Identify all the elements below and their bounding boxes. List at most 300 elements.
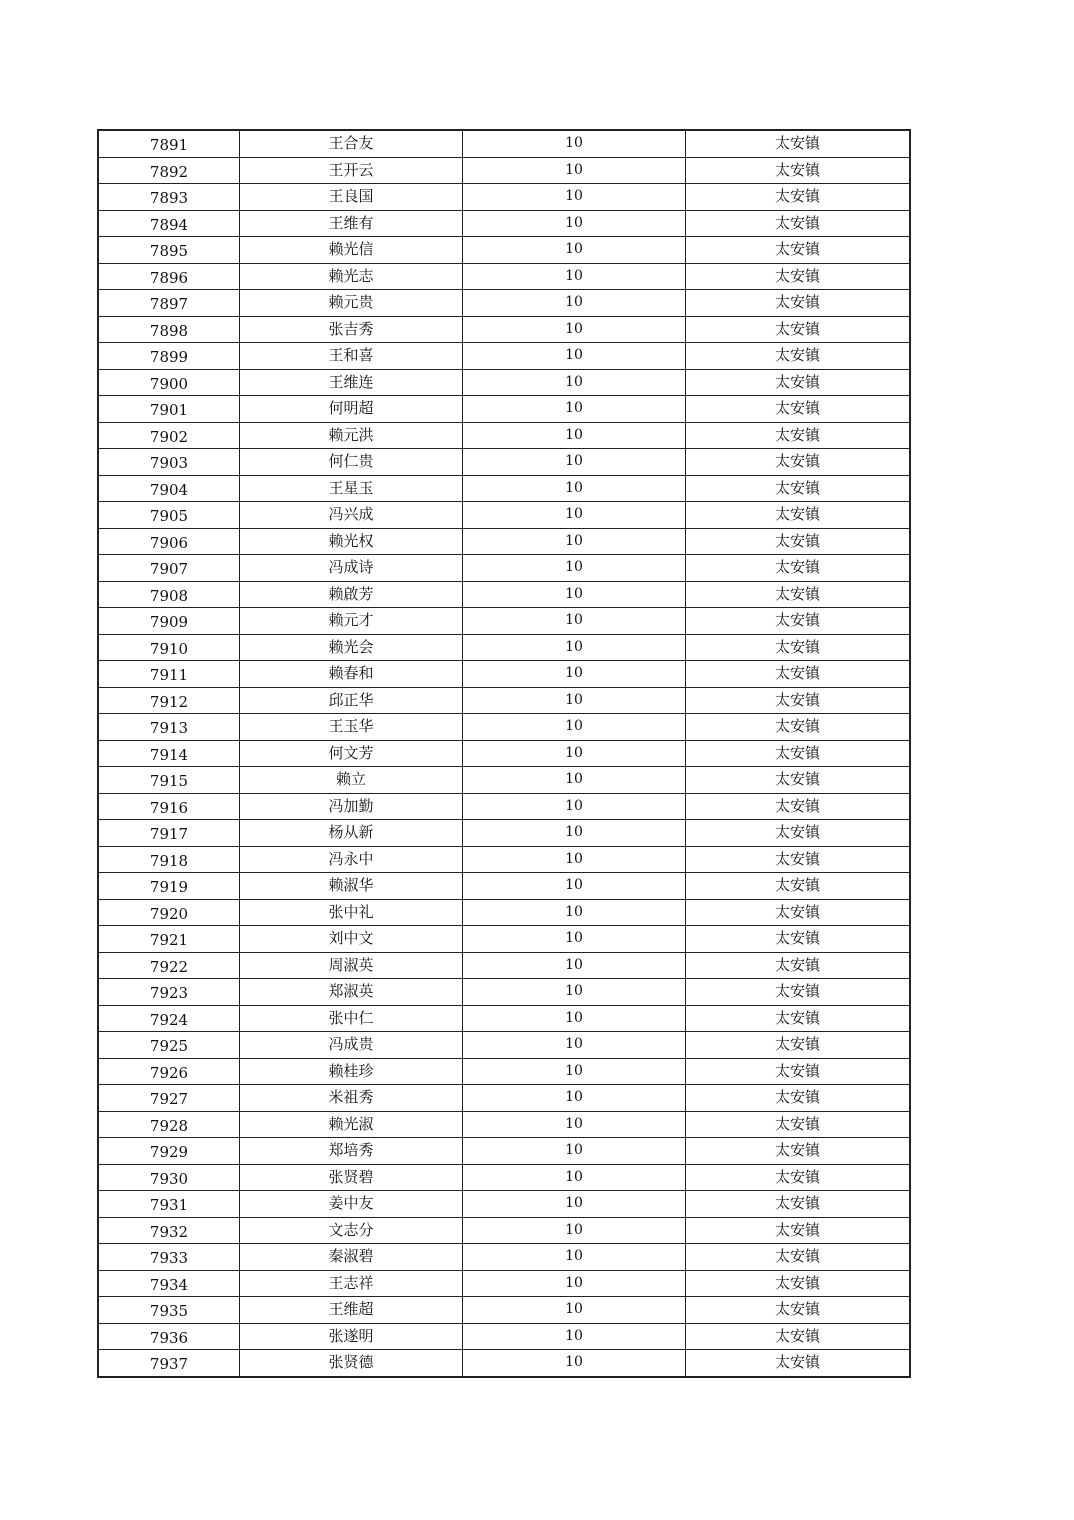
amount-cell-text: 10 [565,638,583,655]
table-row [98,608,910,635]
amount-cell [463,1350,686,1377]
row-number-cell-text: 7903 [149,454,189,473]
town-cell-text: 太安镇 [774,160,820,179]
table-row [98,555,910,582]
row-number-cell [98,263,240,290]
town-cell-text: 太安镇 [774,637,820,656]
amount-cell [463,1191,686,1218]
amount-cell-text: 10 [565,1354,583,1371]
table-row [98,634,910,661]
town-cell [686,369,911,396]
row-number-cell [98,343,240,370]
amount-cell-text: 10 [565,506,583,523]
name-cell-text: 赖春和 [328,664,374,683]
name-cell [240,263,463,290]
town-cell [686,475,911,502]
row-number-cell [98,555,240,582]
table-row [98,1350,910,1377]
name-cell [240,1323,463,1350]
table-row [98,1085,910,1112]
row-number-cell-text: 7905 [149,507,189,526]
name-cell-text: 赖立 [335,770,366,789]
table-row [98,846,910,873]
row-number-cell-text: 7916 [149,798,189,817]
amount-cell-text: 10 [565,1195,583,1212]
name-cell [240,1164,463,1191]
table-row [98,687,910,714]
table-row [98,316,910,343]
amount-cell [463,793,686,820]
name-cell-text: 赖光会 [328,637,374,656]
amount-cell-text: 10 [565,1142,583,1159]
row-number-cell [98,581,240,608]
row-number-cell [98,1005,240,1032]
row-number-cell-text: 7909 [149,613,189,632]
amount-cell-text: 10 [565,135,583,152]
roster-table-body [98,130,910,1377]
amount-cell [463,184,686,211]
row-number-cell [98,1191,240,1218]
town-cell [686,422,911,449]
town-cell [686,1085,911,1112]
amount-cell [463,502,686,529]
name-cell-text: 冯永中 [328,849,374,868]
amount-cell [463,846,686,873]
town-cell [686,555,911,582]
table-row [98,1138,910,1165]
row-number-cell [98,1297,240,1324]
row-number-cell-text: 7892 [149,162,189,181]
town-cell-text: 太安镇 [774,584,820,603]
amount-cell-text: 10 [565,241,583,258]
name-cell [240,1111,463,1138]
amount-cell-text: 10 [565,691,583,708]
amount-cell-text: 10 [565,903,583,920]
amount-cell-text: 10 [565,771,583,788]
name-cell [240,899,463,926]
table-row [98,793,910,820]
name-cell-text: 赖元才 [328,611,374,630]
name-cell [240,1085,463,1112]
town-cell-text: 太安镇 [774,1194,820,1213]
name-cell-text: 赖光志 [328,266,374,285]
row-number-cell [98,1058,240,1085]
town-cell [686,1111,911,1138]
row-number-cell [98,846,240,873]
town-cell-text: 太安镇 [774,1167,820,1186]
town-cell [686,687,911,714]
town-cell-text: 太安镇 [774,849,820,868]
name-cell [240,396,463,423]
name-cell [240,1138,463,1165]
row-number-cell [98,157,240,184]
name-cell [240,608,463,635]
name-cell [240,1005,463,1032]
amount-cell [463,555,686,582]
amount-cell [463,157,686,184]
row-number-cell [98,714,240,741]
town-cell-text: 太安镇 [774,1353,820,1372]
table-row [98,581,910,608]
name-cell-text: 何明超 [328,399,374,418]
town-cell-text: 太安镇 [774,187,820,206]
name-cell-text: 张遂明 [328,1326,374,1345]
name-cell [240,449,463,476]
amount-cell-text: 10 [565,824,583,841]
amount-cell [463,1244,686,1271]
row-number-cell-text: 7894 [149,215,189,234]
row-number-cell [98,687,240,714]
name-cell [240,1058,463,1085]
name-cell-text: 赖光信 [328,240,374,259]
amount-cell [463,661,686,688]
table-row [98,740,910,767]
name-cell [240,316,463,343]
name-cell-text: 何文芳 [328,743,374,762]
town-cell-text: 太安镇 [774,1061,820,1080]
town-cell-text: 太安镇 [774,823,820,842]
row-number-cell [98,661,240,688]
town-cell [686,926,911,953]
table-row [98,952,910,979]
table-row [98,237,910,264]
table-row [98,343,910,370]
row-number-cell [98,1164,240,1191]
town-cell [686,820,911,847]
row-number-cell-text: 7921 [149,931,189,950]
table-row [98,1270,910,1297]
town-cell [686,1297,911,1324]
name-cell-text: 王维连 [328,372,374,391]
name-cell-text: 刘中文 [328,929,374,948]
town-cell-text: 太安镇 [774,929,820,948]
name-cell [240,343,463,370]
amount-cell [463,1270,686,1297]
name-cell-text: 赖啟芳 [328,584,374,603]
amount-cell-text: 10 [565,400,583,417]
amount-cell [463,1323,686,1350]
table-row [98,502,910,529]
amount-cell-text: 10 [565,479,583,496]
town-cell [686,1323,911,1350]
table-row [98,184,910,211]
row-number-cell [98,899,240,926]
row-number-cell-text: 7906 [149,533,189,552]
town-cell [686,1244,911,1271]
amount-cell-text: 10 [565,1221,583,1238]
table-row [98,899,910,926]
name-cell-text: 何仁贵 [328,452,374,471]
town-cell [686,316,911,343]
row-number-cell-text: 7937 [149,1355,189,1374]
name-cell [240,1270,463,1297]
town-cell-text: 太安镇 [774,266,820,285]
row-number-cell [98,184,240,211]
row-number-cell [98,1323,240,1350]
town-cell-text: 太安镇 [774,1035,820,1054]
name-cell-text: 赖元洪 [328,425,374,444]
amount-cell [463,1138,686,1165]
town-cell [686,846,911,873]
town-cell [686,1164,911,1191]
name-cell-text: 米祖秀 [328,1088,374,1107]
table-row [98,1297,910,1324]
row-number-cell [98,952,240,979]
table-row [98,979,910,1006]
town-cell [686,1350,911,1377]
name-cell [240,1032,463,1059]
row-number-cell-text: 7928 [149,1116,189,1135]
name-cell-text: 文志分 [328,1220,374,1239]
amount-cell-text: 10 [565,850,583,867]
name-cell [240,237,463,264]
table-row [98,1244,910,1271]
town-cell [686,263,911,290]
amount-cell [463,926,686,953]
row-number-cell-text: 7897 [149,295,189,314]
row-number-cell-text: 7893 [149,189,189,208]
amount-cell [463,767,686,794]
row-number-cell [98,449,240,476]
town-cell [686,581,911,608]
amount-cell-text: 10 [565,1274,583,1291]
name-cell-text: 王维超 [328,1300,374,1319]
row-number-cell-text: 7920 [149,904,189,923]
name-cell-text: 王合友 [328,134,374,153]
row-number-cell [98,608,240,635]
table-row [98,926,910,953]
town-cell-text: 太安镇 [774,717,820,736]
name-cell-text: 赖桂珍 [328,1061,374,1080]
name-cell-text: 王志祥 [328,1273,374,1292]
name-cell-text: 周淑英 [328,955,374,974]
name-cell [240,767,463,794]
table-row [98,661,910,688]
town-cell [686,608,911,635]
town-cell-text: 太安镇 [774,346,820,365]
town-cell-text: 太安镇 [774,1326,820,1345]
name-cell-text: 张吉秀 [328,319,374,338]
amount-cell-text: 10 [565,320,583,337]
name-cell [240,714,463,741]
name-cell [240,290,463,317]
town-cell [686,899,911,926]
amount-cell-text: 10 [565,930,583,947]
name-cell-text: 王维有 [328,213,374,232]
row-number-cell-text: 7915 [149,772,189,791]
name-cell-text: 赖淑华 [328,876,374,895]
name-cell-text: 张贤碧 [328,1167,374,1186]
town-cell-text: 太安镇 [774,134,820,153]
name-cell [240,687,463,714]
row-number-cell-text: 7914 [149,745,189,764]
row-number-cell-text: 7925 [149,1037,189,1056]
row-number-cell-text: 7910 [149,639,189,658]
name-cell [240,820,463,847]
table-row [98,475,910,502]
name-cell [240,210,463,237]
table-row [98,767,910,794]
table-row [98,396,910,423]
table-row [98,157,910,184]
amount-cell-text: 10 [565,1036,583,1053]
table-row [98,422,910,449]
town-cell-text: 太安镇 [774,1141,820,1160]
row-number-cell [98,979,240,1006]
amount-cell [463,1032,686,1059]
amount-cell [463,1297,686,1324]
amount-cell-text: 10 [565,1301,583,1318]
row-number-cell-text: 7918 [149,851,189,870]
amount-cell [463,422,686,449]
amount-cell [463,1111,686,1138]
town-cell-text: 太安镇 [774,611,820,630]
table-row [98,130,910,157]
table-row [98,210,910,237]
table-row [98,873,910,900]
name-cell [240,1191,463,1218]
amount-cell [463,1085,686,1112]
town-cell-text: 太安镇 [774,399,820,418]
town-cell [686,740,911,767]
amount-cell-text: 10 [565,373,583,390]
town-cell [686,1058,911,1085]
row-number-cell [98,369,240,396]
town-cell [686,237,911,264]
town-cell [686,1032,911,1059]
row-number-cell-text: 7901 [149,401,189,420]
name-cell-text: 杨从新 [328,823,374,842]
town-cell-text: 太安镇 [774,1008,820,1027]
town-cell-text: 太安镇 [774,955,820,974]
town-cell [686,528,911,555]
amount-cell-text: 10 [565,983,583,1000]
amount-cell [463,263,686,290]
row-number-cell-text: 7934 [149,1275,189,1294]
row-number-cell [98,820,240,847]
name-cell [240,1350,463,1377]
row-number-cell [98,1111,240,1138]
row-number-cell [98,130,240,157]
name-cell [240,952,463,979]
town-cell-text: 太安镇 [774,372,820,391]
row-number-cell [98,502,240,529]
table-row [98,714,910,741]
amount-cell [463,290,686,317]
row-number-cell-text: 7929 [149,1143,189,1162]
town-cell-text: 太安镇 [774,558,820,577]
amount-cell [463,634,686,661]
amount-cell-text: 10 [565,718,583,735]
name-cell-text: 王开云 [328,160,374,179]
amount-cell-text: 10 [565,161,583,178]
row-number-cell-text: 7931 [149,1196,189,1215]
row-number-cell-text: 7904 [149,480,189,499]
row-number-cell-text: 7895 [149,242,189,261]
name-cell [240,846,463,873]
row-number-cell [98,873,240,900]
row-number-cell-text: 7923 [149,984,189,1003]
amount-cell [463,475,686,502]
row-number-cell [98,634,240,661]
table-row [98,263,910,290]
name-cell-text: 赖光权 [328,531,374,550]
row-number-cell [98,210,240,237]
name-cell [240,1217,463,1244]
amount-cell-text: 10 [565,744,583,761]
amount-cell-text: 10 [565,453,583,470]
roster-table [97,129,911,1378]
amount-cell [463,1164,686,1191]
amount-cell [463,528,686,555]
name-cell [240,1244,463,1271]
town-cell-text: 太安镇 [774,452,820,471]
row-number-cell [98,1217,240,1244]
amount-cell-text: 10 [565,665,583,682]
table-row [98,1111,910,1138]
town-cell-text: 太安镇 [774,531,820,550]
amount-cell [463,979,686,1006]
row-number-cell [98,316,240,343]
name-cell-text: 王星玉 [328,478,374,497]
row-number-cell-text: 7927 [149,1090,189,1109]
amount-cell [463,581,686,608]
name-cell [240,369,463,396]
amount-cell [463,687,686,714]
town-cell-text: 太安镇 [774,664,820,683]
name-cell-text: 王玉华 [328,717,374,736]
amount-cell [463,237,686,264]
amount-cell-text: 10 [565,188,583,205]
row-number-cell [98,1138,240,1165]
town-cell-text: 太安镇 [774,796,820,815]
town-cell-text: 太安镇 [774,743,820,762]
row-number-cell-text: 7919 [149,878,189,897]
row-number-cell-text: 7936 [149,1328,189,1347]
name-cell [240,130,463,157]
amount-cell [463,396,686,423]
name-cell-text: 王和喜 [328,346,374,365]
amount-cell [463,130,686,157]
row-number-cell [98,926,240,953]
row-number-cell-text: 7900 [149,374,189,393]
name-cell [240,502,463,529]
town-cell-text: 太安镇 [774,1273,820,1292]
row-number-cell-text: 7902 [149,427,189,446]
name-cell-text: 张中仁 [328,1008,374,1027]
name-cell-text: 冯加勤 [328,796,374,815]
amount-cell-text: 10 [565,294,583,311]
town-cell-text: 太安镇 [774,982,820,1001]
name-cell-text: 郑培秀 [328,1141,374,1160]
town-cell-text: 太安镇 [774,425,820,444]
row-number-cell [98,237,240,264]
name-cell-text: 邱正华 [328,690,374,709]
amount-cell-text: 10 [565,612,583,629]
table-row [98,1032,910,1059]
row-number-cell [98,1270,240,1297]
table-row [98,1323,910,1350]
amount-cell-text: 10 [565,426,583,443]
town-cell [686,157,911,184]
row-number-cell [98,1350,240,1377]
amount-cell-text: 10 [565,214,583,231]
town-cell [686,634,911,661]
name-cell-text: 秦淑碧 [328,1247,374,1266]
town-cell-text: 太安镇 [774,213,820,232]
table-row [98,369,910,396]
row-number-cell-text: 7935 [149,1302,189,1321]
